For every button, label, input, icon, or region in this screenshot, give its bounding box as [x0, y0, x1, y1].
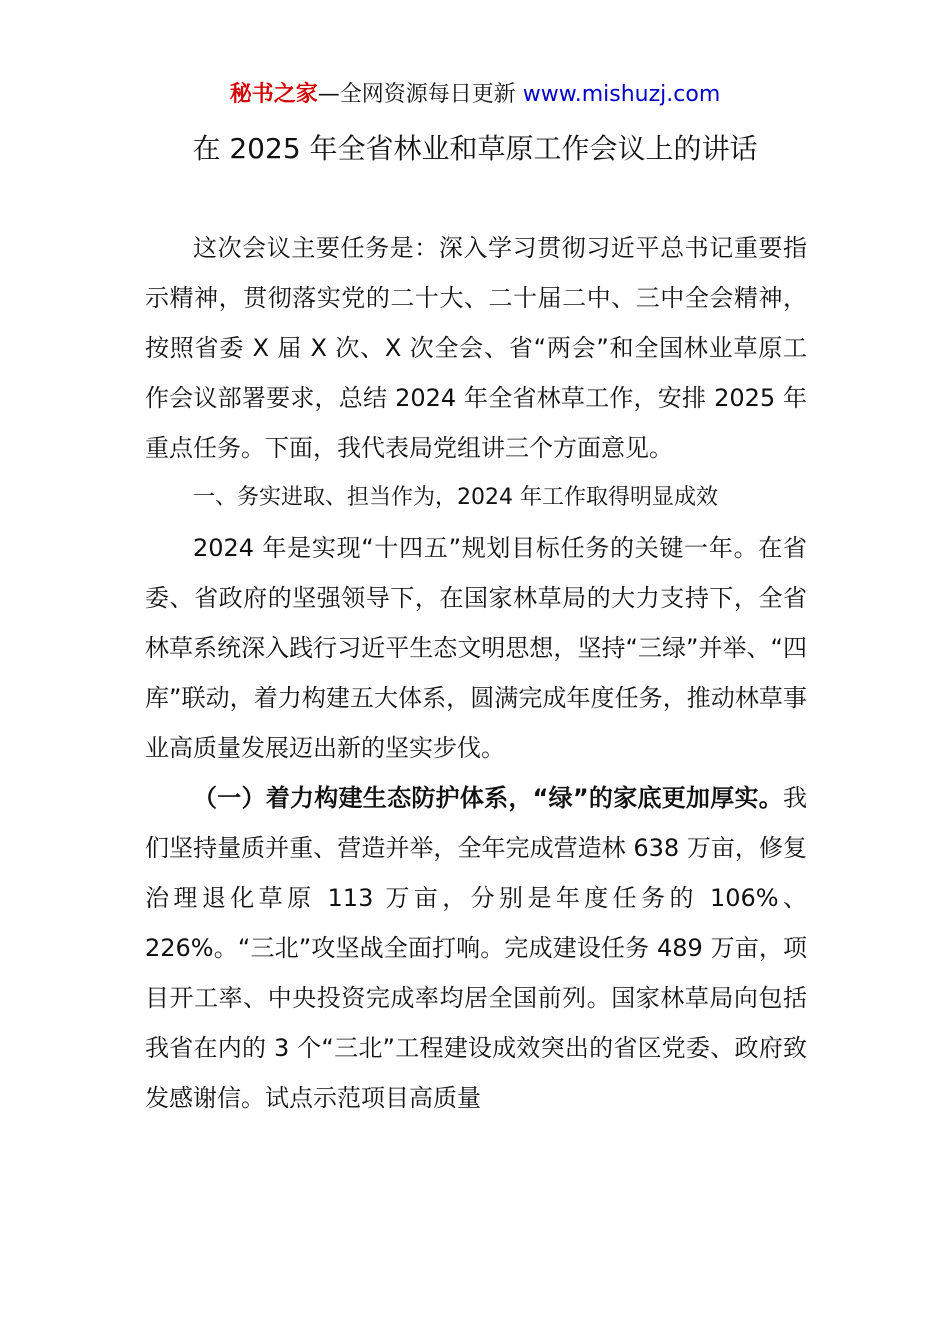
paragraph-2024-summary: 2024 年是实现“十四五”规划目标任务的关键一年。在省委、省政府的坚强领导下，在国家林草局的大力支持下，全省林草系统深入践行习近平生态文明思想，坚持“三绿”并举、“四库”联动，着力构建五大体系，圆满完成年度任务，推动林草事业高质量发展迈出新的坚实步伐。 — [145, 534, 807, 762]
paragraph-subsection-1 — [145, 773, 807, 1123]
section-heading-1: 一、务实进取、担当作为，2024 年工作取得明显成效 — [193, 485, 718, 510]
site-url[interactable]: www.mishuzj.com — [522, 82, 721, 107]
subsection-text-1: 我们坚持量质并重、营造并举，全年完成营造林 638 万亩，修复治理退化草原 113 万亩，分别是年度任务的 106%、226%。“三北”攻坚战全面打响。完成建设任务 489 万亩，项目开工率、中央投资完成率均居全国前列。国家林草局向包括我省在内的 3 个“三北”工程建设成效突出的省区党委、政府致发感谢信。试点示范项目高质量 — [145, 784, 807, 1112]
document-title: 在 2025 年全省林业和草原工作会议上的讲话 — [192, 132, 758, 165]
subsection-heading-1: （一）着力构建生态防护体系，“绿”的家底更加厚实。 — [193, 784, 783, 812]
document-body — [145, 223, 807, 1123]
paragraph-intro: 这次会议主要任务是：深入学习贯彻习近平总书记重要指示精神，贯彻落实党的二十大、二十届二中、三中全会精神，按照省委 X 届 X 次、X 次全会、省“两会”和全国林业草原工作会议部署要求，总结 2024 年全省林草工作，安排 2025 年重点任务。下面，我代表局党组讲三个方面意见。 — [145, 234, 807, 462]
header-slogan: —全网资源每日更新 — [317, 82, 523, 107]
site-header — [0, 78, 950, 112]
brand-name: 秘书之家 — [229, 82, 318, 107]
